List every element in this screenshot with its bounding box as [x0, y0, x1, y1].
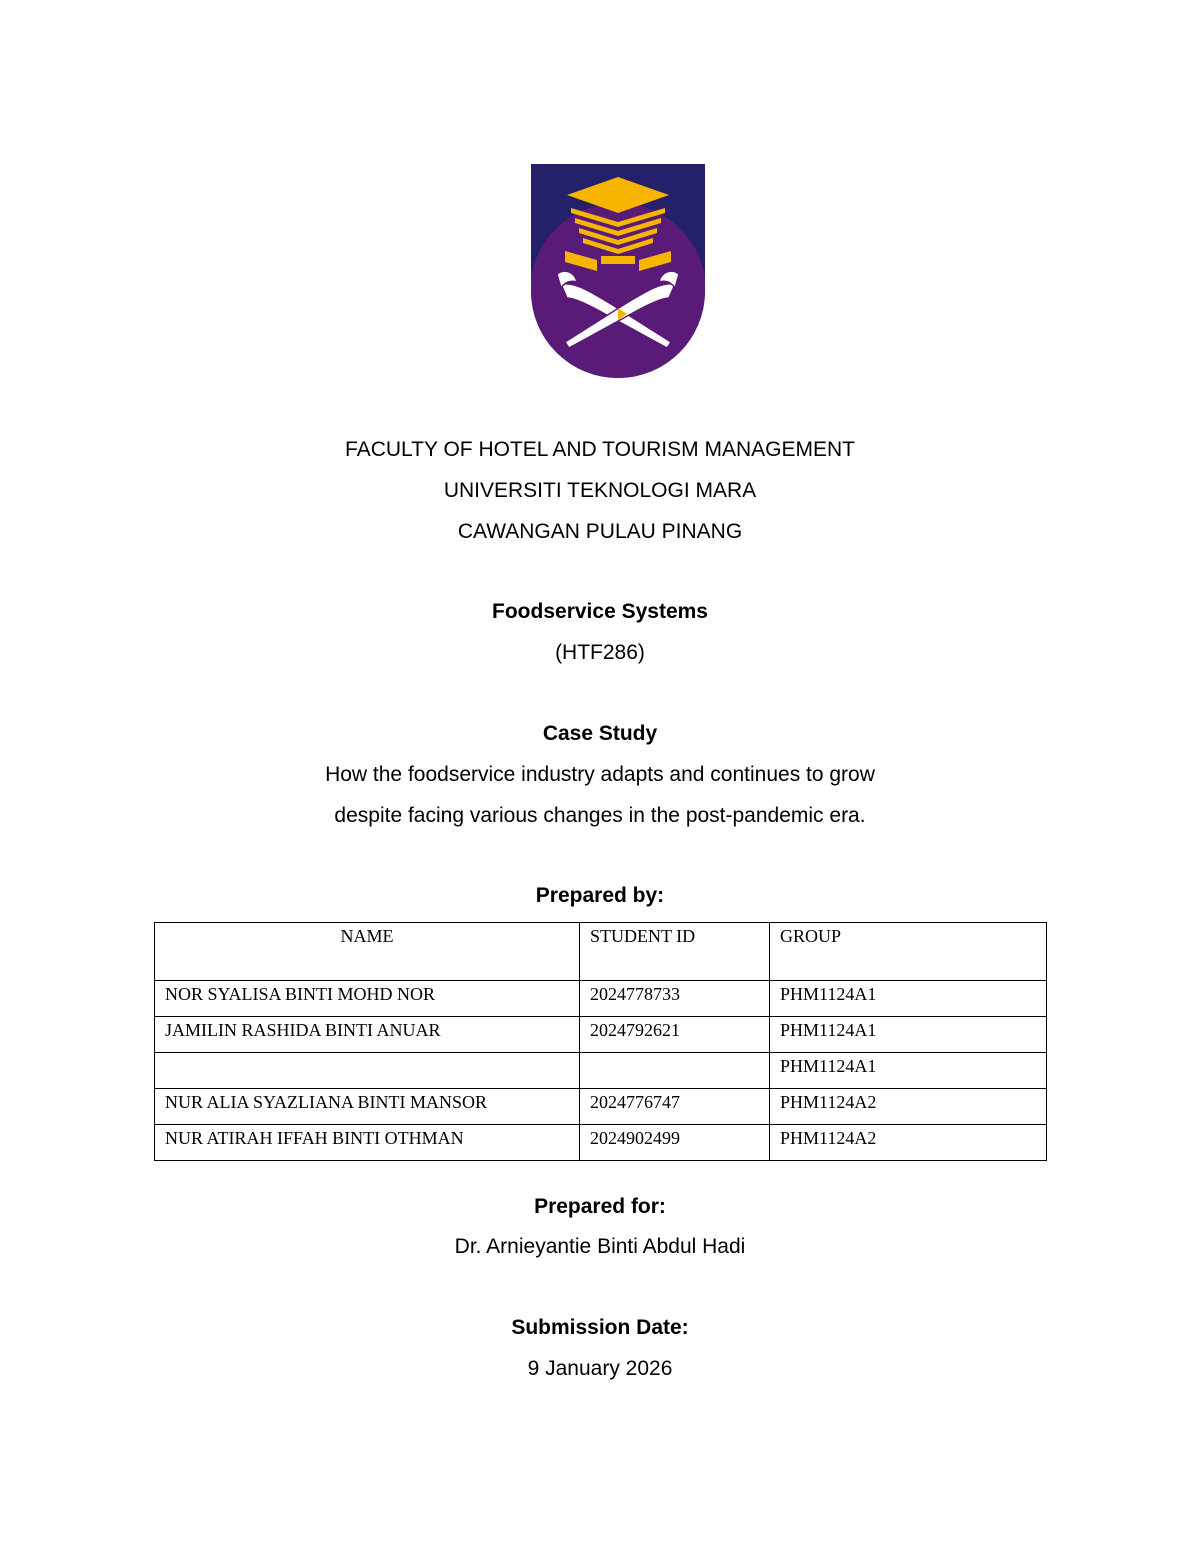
table-row	[155, 1089, 1047, 1125]
table-row	[155, 1017, 1047, 1053]
member-name: NUR ALIA SYAZLIANA BINTI MANSOR	[155, 1089, 580, 1125]
lecturer-name: Dr. Arnieyantie Binti Abdul Hadi	[454, 1235, 746, 1258]
member-group: PHM1124A2	[770, 1089, 1047, 1125]
prepared-by-label: Prepared by:	[535, 884, 665, 907]
column-header-group: GROUP	[770, 923, 1047, 981]
assignment-title-line2: despite facing various changes in the post-pandemic era.	[334, 804, 866, 827]
course-code: (HTF286)	[555, 641, 645, 664]
member-group: PHM1124A1	[770, 1053, 1047, 1089]
member-student-id: 2024778733	[580, 981, 770, 1017]
university-crest-logo	[531, 164, 705, 378]
members-table	[154, 922, 1047, 1161]
member-student-id	[580, 1053, 770, 1089]
course-name: Foodservice Systems	[492, 600, 708, 623]
member-group: PHM1124A2	[770, 1125, 1047, 1161]
member-name: JAMILIN RASHIDA BINTI ANUAR	[155, 1017, 580, 1053]
faculty-name: FACULTY OF HOTEL AND TOURISM MANAGEMENT	[345, 438, 855, 461]
assignment-title-line1: How the foodservice industry adapts and continues to grow	[325, 763, 875, 786]
table-row	[155, 1125, 1047, 1161]
table-row	[155, 1053, 1047, 1089]
member-group: PHM1124A1	[770, 1017, 1047, 1053]
university-name: UNIVERSITI TEKNOLOGI MARA	[443, 479, 757, 502]
member-name: NUR ATIRAH IFFAH BINTI OTHMAN	[155, 1125, 580, 1161]
column-header-student-id: STUDENT ID	[580, 923, 770, 981]
member-student-id: 2024776747	[580, 1089, 770, 1125]
column-header-name: NAME	[155, 923, 580, 981]
campus-name: CAWANGAN PULAU PINANG	[457, 520, 743, 543]
submission-date-label: Submission Date:	[511, 1316, 689, 1339]
table-row	[155, 981, 1047, 1017]
member-student-id: 2024902499	[580, 1125, 770, 1161]
prepared-for-label: Prepared for:	[534, 1195, 666, 1218]
submission-date: 9 January 2026	[527, 1357, 673, 1380]
member-student-id: 2024792621	[580, 1017, 770, 1053]
member-name	[155, 1053, 580, 1089]
assignment-type: Case Study	[542, 722, 658, 745]
member-name: NOR SYALISA BINTI MOHD NOR	[155, 981, 580, 1017]
table-header-row	[155, 923, 1047, 981]
member-group: PHM1124A1	[770, 981, 1047, 1017]
